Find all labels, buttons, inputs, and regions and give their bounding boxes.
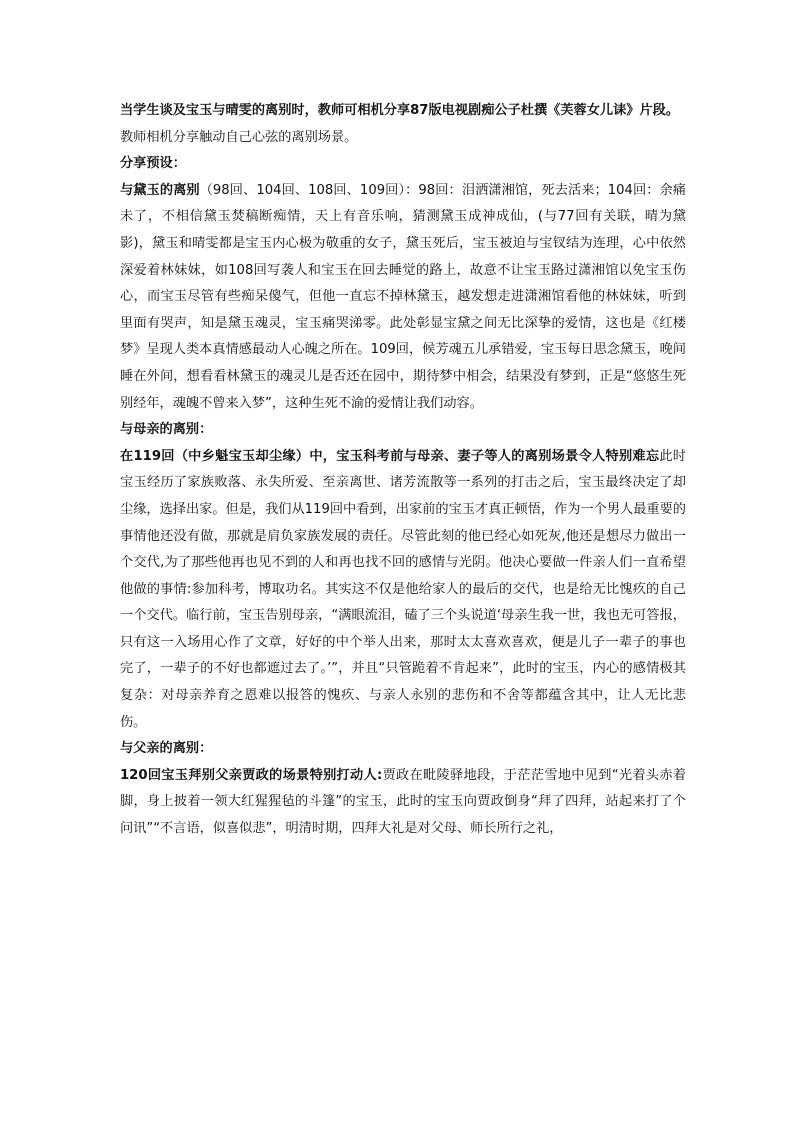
section-heading-preset: [120, 151, 686, 178]
section-heading-father: [120, 736, 686, 763]
bold-text: 与父亲的离别：: [120, 741, 213, 757]
bold-text: 120回宝玉拜别父亲贾政的场景特别打动人:: [120, 767, 383, 783]
bold-text: 分享预设：: [120, 156, 186, 172]
document-body: [120, 98, 686, 843]
paragraph-intro: [120, 98, 686, 125]
body-text: 此时宝玉经历了家族败落、永失所爱、至亲离世、诸芳流散等一系列的打击之后，宝玉最终决定了却尘缘，选择出家。但是，我们从119回中看到，出家前的宝玉才真正顿悟，作为一个男人最重要的事情他还没有做，那就是肩负家族发展的责任。尽管此刻的他已经心如死灰,他还是想尽力做出一个交代,为了那些他再也见不到的人和再也找不回的感情与光阴。他决心要做一件亲人们一直希望他做的事情:参加科考，博取功名。其实这不仅是他给家人的最后的交代，也是给无比愧疚的自己一个交代。临行前，宝玉告别母亲，“满眼流泪，磕了三个头说道‘母亲生我一世，我也无可答报，只有这一入场用心作了文章，好好的中个举人出来，那时太太喜欢喜欢，便是儿子一辈子的事也完了，一辈子的不好也都遮过去了。’”，并且“只管跪着不肯起来”，此时的宝玉，内心的感情极其复杂：对母亲养育之恩难以报答的愧疚、与亲人永别的悲伤和不舍等都蕴含其中，让人无比悲伤。: [120, 448, 686, 730]
bold-text: 与母亲的离别：: [120, 422, 213, 438]
bold-text: 在119回（中乡魁宝玉却尘缘）中，宝玉科考前与母亲、妻子等人的离别场景令人特别难忘: [120, 448, 660, 464]
bold-text: 当学生谈及宝玉与晴雯的离别时，教师可相机分享87版电视剧痴公子杜撰《芙蓉女儿诔》片段。: [120, 103, 680, 118]
body-text: 贾政在毗陵驿地段，于茫茫雪地中见到“光着头赤着脚，身上披着一领大红猩猩毡的斗篷”的宝玉，此时的宝玉向贾政倒身“拜了四拜，站起来打了个问讯”“不言语，似喜似悲”，明清时期，四拜大礼是对父母、师长所行之礼，: [120, 767, 686, 837]
body-text: （98回、104回、108回、109回）：98回：泪洒潇湘馆，死去活来；104回：余痛未了，不相信黛玉焚稿断痴情，天上有音乐响，猜测黛玉成神成仙，(与77回有关联，晴为黛影)，黛玉和晴雯都是宝玉内心极为敬重的女子，黛玉死后，宝玉被迫与宝钗结为连理，心中依然深爱着林妹妹，如108回写袭人和宝玉在回去睡觉的路上，故意不让宝玉路过潇湘馆以免宝玉伤心，而宝玉尽管有些痴呆傻气，但他一直忘不掉林黛玉，越发想走进潇湘馆看他的林妹妹，听到里面有哭声，知是黛玉魂灵，宝玉痛哭涕零。此处彰显宝黛之间无比深挚的爱情，这也是《红楼梦》呈现人类本真情感最动人心魄之所在。109回，候芳魂五儿承错爱，宝玉每日思念黛玉，晚间睡在外间，想看看林黛玉的魂灵儿是否还在园中，期待梦中相会，结果没有梦到，正是“悠悠生死别经年，魂魄不曾来入梦”，这种生死不渝的爱情让我们动容。: [120, 182, 686, 411]
section-heading-mother: [120, 417, 686, 444]
paragraph-father: [120, 763, 686, 843]
paragraph-mother: [120, 444, 686, 737]
body-text: 教师相机分享触动自己心弦的离别场景。: [120, 129, 358, 145]
paragraph-teacher-share: [120, 125, 686, 152]
paragraph-daiyu: [120, 178, 686, 417]
bold-text: 与黛玉的离别: [120, 182, 200, 198]
